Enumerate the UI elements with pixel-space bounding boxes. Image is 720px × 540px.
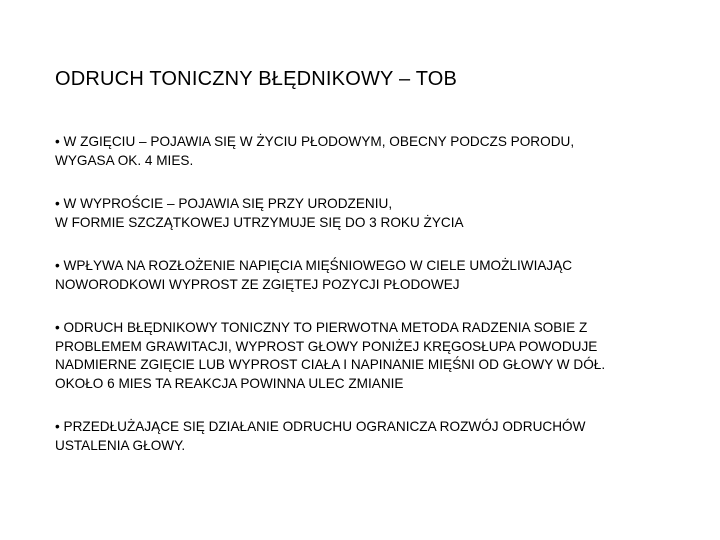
slide-title: ODRUCH TONICZNY BŁĘDNIKOWY – TOB — [55, 68, 458, 90]
bullet-item: • PRZEDŁUŻAJĄCE SIĘ DZIAŁANIE ODRUCHU OGRANICZA ROZWÓJ ODRUCHÓW USTALENIA GŁOWY. — [55, 419, 586, 453]
bullet-item: • WPŁYWA NA ROZŁOŻENIE NAPIĘCIA MIĘŚNIOWEGO W CIELE UMOŻLIWIAJĄC NOWORODKOWI WYPROST ZE ZGIĘTEJ POZYCJI PŁODOWEJ — [55, 258, 573, 292]
bullet-item: • ODRUCH BŁĘDNIKOWY TONICZNY TO PIERWOTNA METODA RADZENIA SOBIE Z PROBLEMEM GRAWITACJI, WYPROST GŁOWY PONIŻEJ KRĘGOSŁUPA POWODUJE NADMIERNE ZGIĘCIE LUB WYPROST CIAŁA I NAPINANIE MIĘŚNI OD GŁOWY W DÓŁ. OKOŁO 6 MIES TA REAKCJA POWINNA ULEC ZMIANIE — [55, 320, 606, 391]
bullet-item: • W ZGIĘCIU – POJAWIA SIĘ W ŻYCIU PŁODOWYM, OBECNY PODCZS PORODU, WYGASA OK. 4 MIES. — [55, 134, 575, 168]
bullet-list — [55, 133, 680, 480]
bullet-item: • W WYPROŚCIE – POJAWIA SIĘ PRZY URODZENIU, W FORMIE SZCZĄTKOWEJ UTRZYMUJE SIĘ DO 3 ROKU ŻYCIA — [55, 196, 464, 230]
